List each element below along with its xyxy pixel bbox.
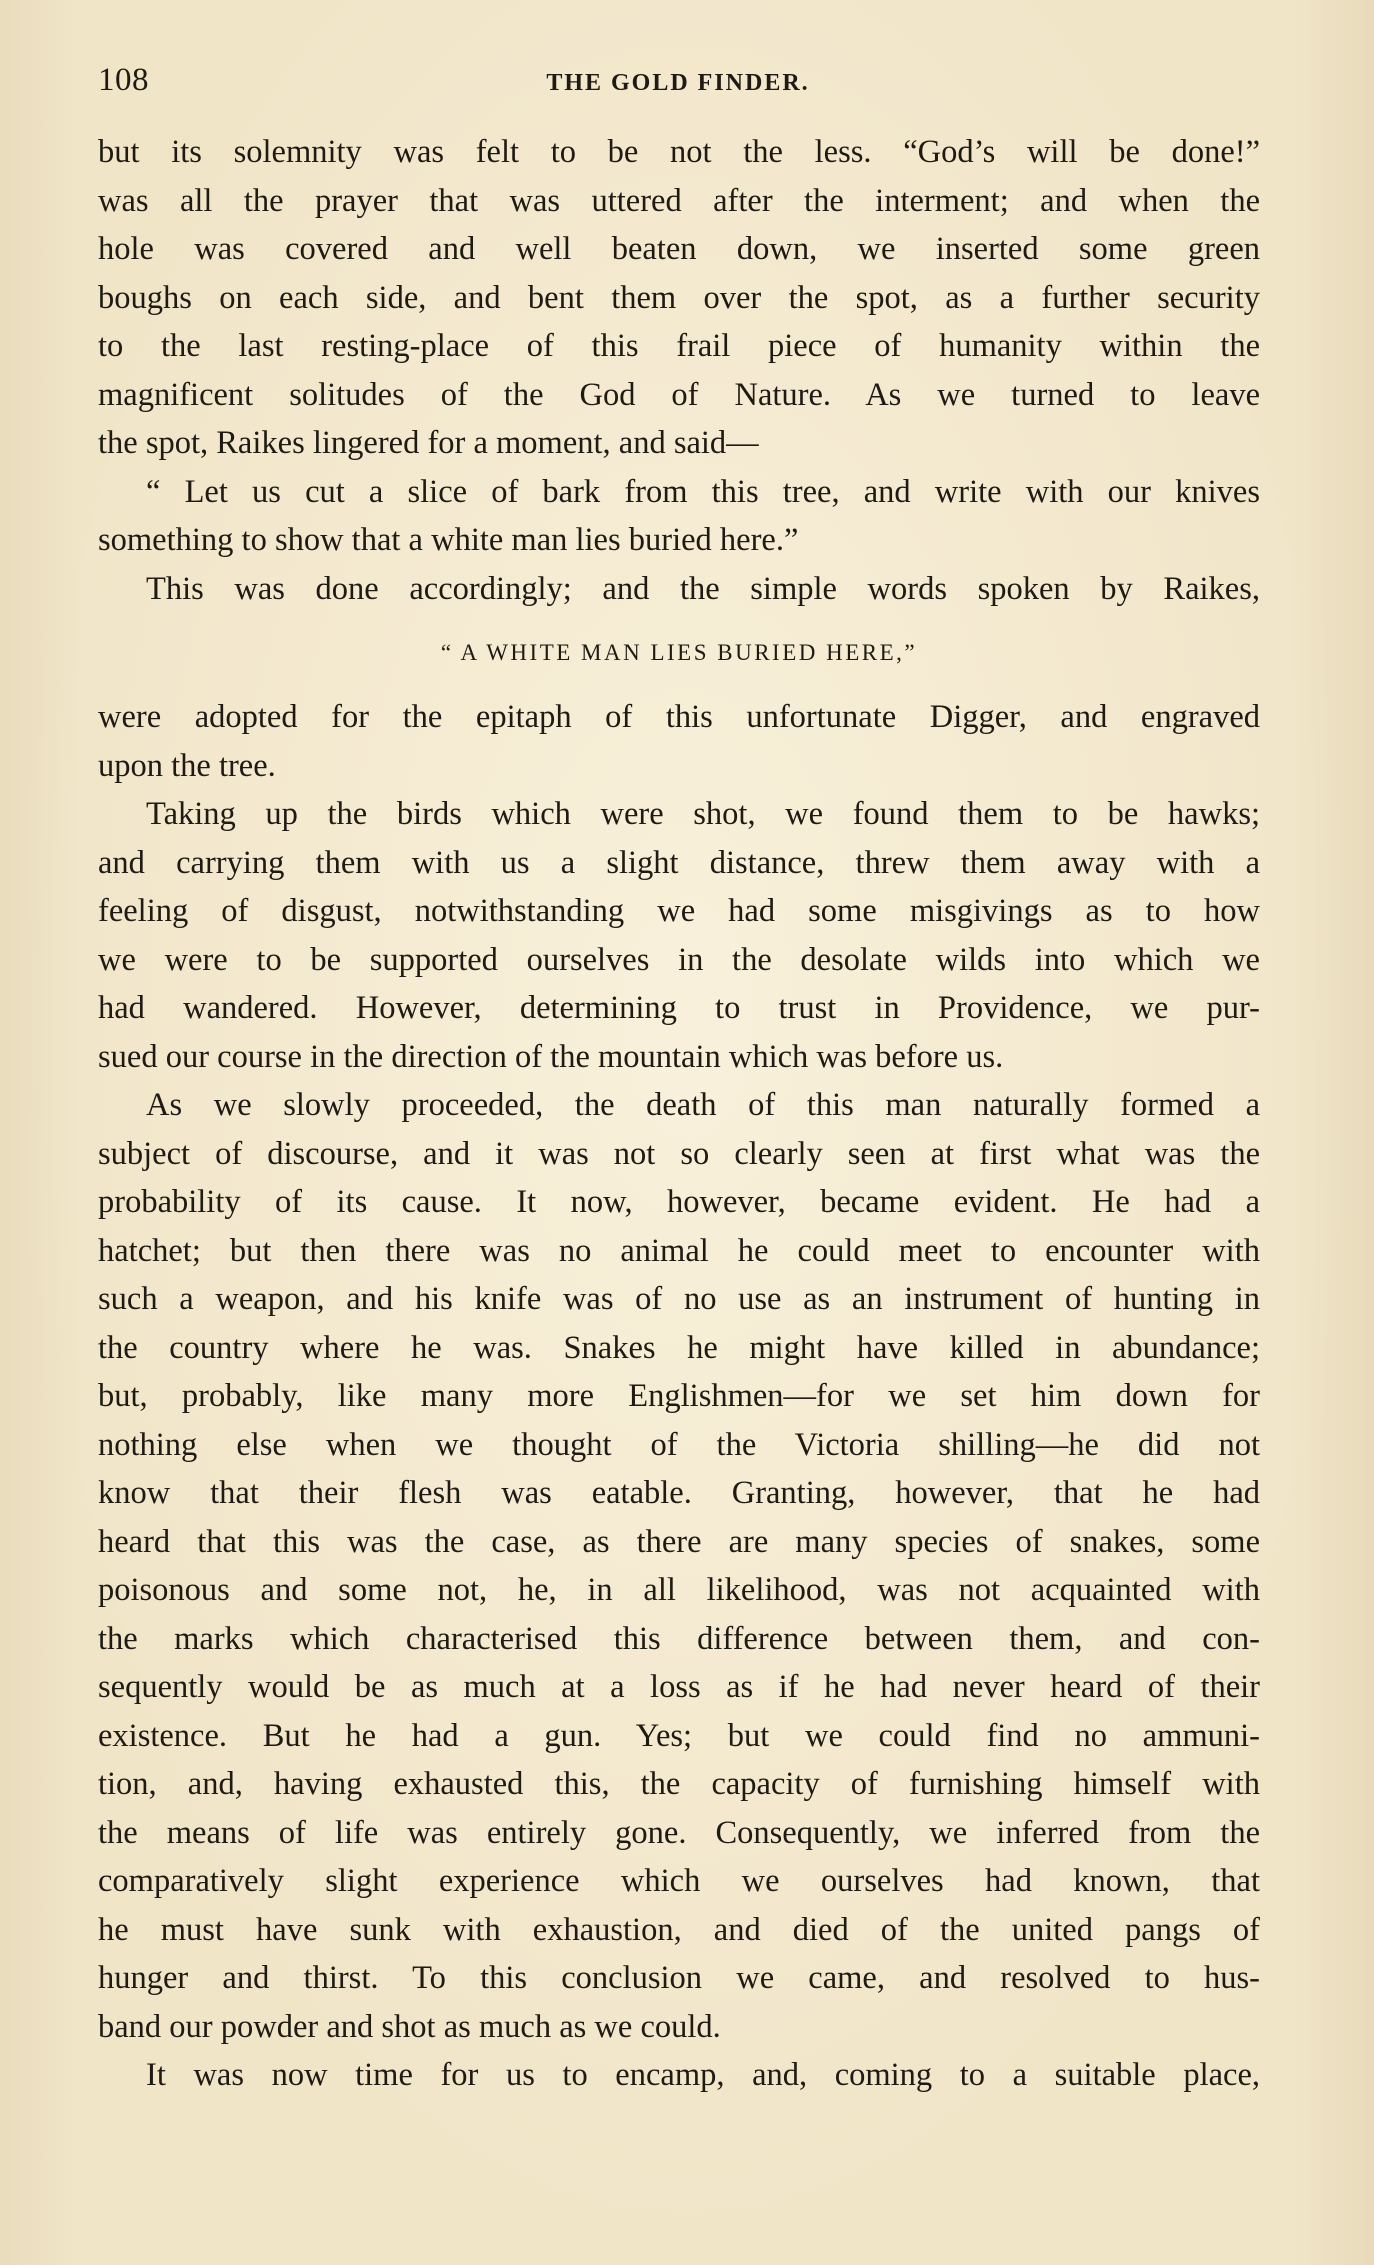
page-header [98,62,1258,112]
text-line: nothing else when we thought of the Victoria shilling—he did not [98,1426,1260,1463]
text-line: subject of discourse, and it was not so clearly seen at first what was the [98,1135,1260,1172]
text-line: hatchet; but then there was no animal he could meet to encounter with [98,1232,1260,1269]
text-line: comparatively slight experience which we ourselves had known, that [98,1863,1260,1899]
text-line: but its solemnity was felt to be not the less. “God’s will be done!” [98,134,1260,170]
paragraphs-after-epitaph [98,693,1260,2100]
text-line: but, probably, like many more Englishmen—for we set him down for [98,1378,1260,1414]
text-line: hole was covered and well beaten down, we inserted some green [98,231,1260,267]
page-number: 108 [98,62,149,98]
paragraphs-before-epitaph [98,128,1260,613]
text-line: had wandered. However, determining to trust in Providence, we pur- [98,990,1260,1026]
body-text [98,128,1260,2100]
text-line: tion, and, having exhausted this, the capacity of furnishing himself with [98,1766,1260,1802]
text-line: such a weapon, and his knife was of no use as an instrument of hunting in [98,1281,1260,1317]
text-line: was all the prayer that was uttered after the interment; and when the [98,182,1260,219]
text-line: band our powder and shot as much as we could. [98,2008,721,2045]
text-line: boughs on each side, and bent them over the spot, as a further security [98,279,1260,316]
running-title: THE GOLD FINDER. [546,70,810,96]
text-line: sued our course in the direction of the mountain which was before us. [98,1038,1004,1075]
text-line: know that their flesh was eatable. Granting, however, that he had [98,1475,1260,1511]
text-line: hunger and thirst. To this conclusion we came, and resolved to hus- [98,1960,1260,1996]
text-line: “ Let us cut a slice of bark from this tree, and write with our knives [146,473,1260,510]
text-line: he must have sunk with exhaustion, and died of the united pangs of [98,1911,1260,1948]
text-line: Taking up the birds which were shot, we found them to be hawks; [146,796,1260,832]
text-line: This was done accordingly; and the simple words spoken by Raikes, [146,570,1260,607]
text-line: the country where he was. Snakes he might have killed in abundance; [98,1329,1260,1366]
text-line: poisonous and some not, he, in all likelihood, was not acquainted with [98,1572,1260,1608]
text-line: were adopted for the epitaph of this unfortunate Digger, and engraved [98,699,1260,735]
text-line: something to show that a white man lies buried here.” [98,522,799,558]
text-line: existence. But he had a gun. Yes; but we could find no ammuni- [98,1717,1260,1754]
epitaph-line: “ A WHITE MAN LIES BURIED HERE,” [440,640,918,665]
text-line: As we slowly proceeded, the death of this man naturally formed a [146,1087,1260,1123]
text-line: heard that this was the case, as there are many species of snakes, some [98,1523,1260,1560]
text-line: to the last resting-place of this frail piece of humanity within the [98,328,1260,364]
text-line: sequently would be as much at a loss as if he had never heard of their [98,1669,1260,1705]
text-line: the means of life was entirely gone. Consequently, we inferred from the [98,1814,1260,1851]
text-line: upon the tree. [98,747,276,784]
text-line: and carrying them with us a slight distance, threw them away with a [98,844,1260,881]
text-line: It was now time for us to encamp, and, coming to a suitable place, [146,2057,1260,2093]
text-line: magnificent solitudes of the God of Nature. As we turned to leave [98,376,1260,413]
text-line: the marks which characterised this difference between them, and con- [98,1620,1260,1657]
text-line: the spot, Raikes lingered for a moment, and said— [98,425,759,461]
text-line: we were to be supported ourselves in the desolate wilds into which we [98,941,1260,978]
text-line: probability of its cause. It now, however, became evident. He had a [98,1184,1260,1220]
text-line: feeling of disgust, notwithstanding we had some misgivings as to how [98,893,1260,929]
